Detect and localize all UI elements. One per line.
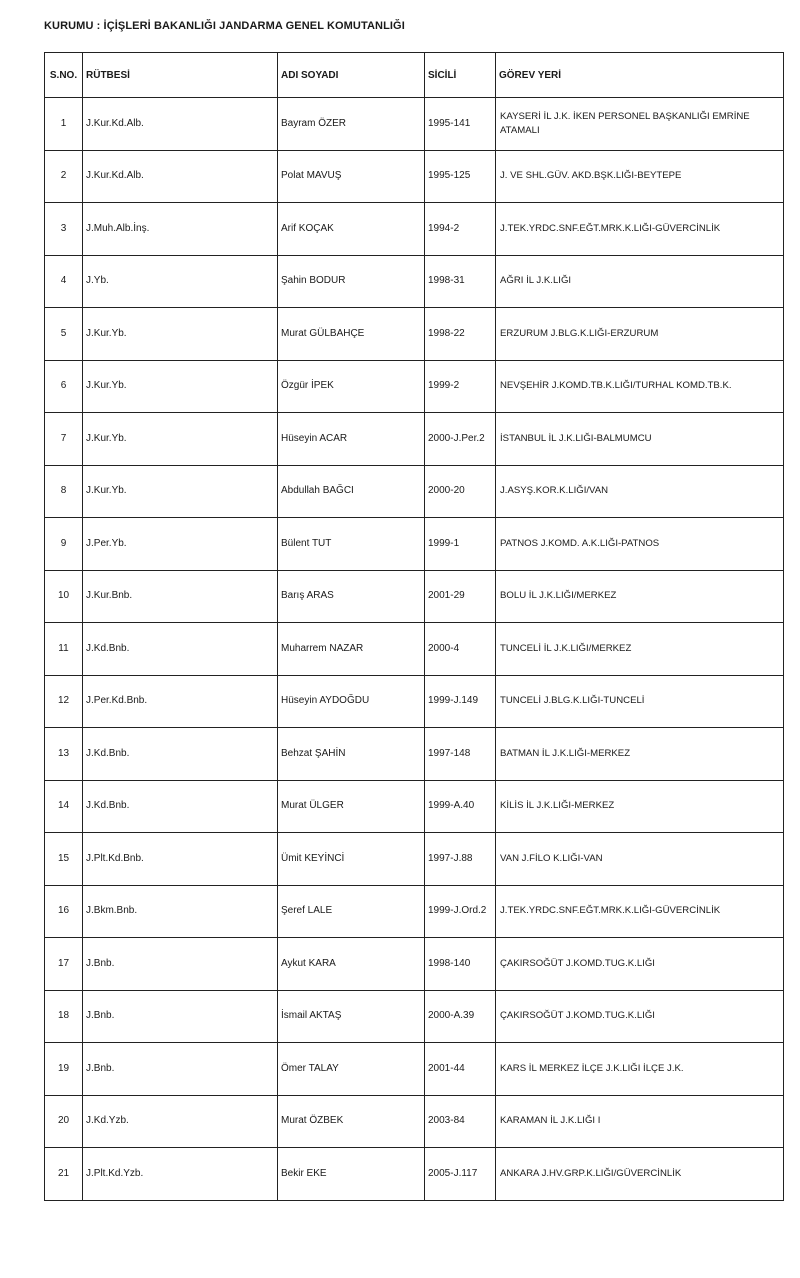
- table-row: [45, 623, 784, 676]
- row-duty: BOLU İL J.K.LIĞI/MERKEZ: [496, 570, 784, 623]
- table-row: [45, 833, 784, 886]
- row-sno: 7: [45, 413, 83, 466]
- table-row: [45, 570, 784, 623]
- row-rank: J.Per.Kd.Bnb.: [83, 675, 278, 728]
- table-row: [45, 938, 784, 991]
- row-rank: J.Bnb.: [83, 938, 278, 991]
- row-registry: 1999-J.149: [425, 675, 496, 728]
- row-registry: 2005-J.117: [425, 1148, 496, 1201]
- row-rank: J.Kur.Bnb.: [83, 570, 278, 623]
- row-sno: 9: [45, 518, 83, 571]
- row-sno: 18: [45, 990, 83, 1043]
- row-rank: J.Muh.Alb.İnş.: [83, 203, 278, 256]
- table-row: [45, 360, 784, 413]
- row-sno: 20: [45, 1095, 83, 1148]
- row-rank: J.Bkm.Bnb.: [83, 885, 278, 938]
- row-sno: 3: [45, 203, 83, 256]
- row-registry: 2003-84: [425, 1095, 496, 1148]
- row-rank: J.Kur.Kd.Alb.: [83, 98, 278, 151]
- row-registry: 1999-2: [425, 360, 496, 413]
- row-sno: 16: [45, 885, 83, 938]
- row-rank: J.Kur.Yb.: [83, 413, 278, 466]
- table-row: [45, 675, 784, 728]
- row-rank: J.Yb.: [83, 255, 278, 308]
- row-duty: J. VE SHL.GÜV. AKD.BŞK.LIĞI-BEYTEPE: [496, 150, 784, 203]
- table-row: [45, 990, 784, 1043]
- row-duty: ÇAKIRSOĞÜT J.KOMD.TUG.K.LIĞI: [496, 990, 784, 1043]
- row-name: Özgür İPEK: [278, 360, 425, 413]
- row-duty: KARS İL MERKEZ İLÇE J.K.LIĞI İLÇE J.K.: [496, 1043, 784, 1096]
- personnel-table: [44, 52, 784, 1201]
- row-name: Murat ÖZBEK: [278, 1095, 425, 1148]
- row-rank: J.Kur.Yb.: [83, 308, 278, 361]
- row-rank: J.Plt.Kd.Yzb.: [83, 1148, 278, 1201]
- row-registry: 2001-29: [425, 570, 496, 623]
- table-row: [45, 1148, 784, 1201]
- row-name: Bülent TUT: [278, 518, 425, 571]
- row-name: Murat ÜLGER: [278, 780, 425, 833]
- row-sno: 4: [45, 255, 83, 308]
- document-title: KURUMU : İÇİŞLERİ BAKANLIĞI JANDARMA GENEL KOMUTANLIĞI: [44, 20, 405, 32]
- row-name: Abdullah BAĞCI: [278, 465, 425, 518]
- row-sno: 6: [45, 360, 83, 413]
- row-duty: TUNCELİ İL J.K.LIĞI/MERKEZ: [496, 623, 784, 676]
- row-sno: 15: [45, 833, 83, 886]
- table-row: [45, 203, 784, 256]
- row-duty: ANKARA J.HV.GRP.K.LIĞI/GÜVERCİNLİK: [496, 1148, 784, 1201]
- row-registry: 2001-44: [425, 1043, 496, 1096]
- row-registry: 1997-148: [425, 728, 496, 781]
- row-sno: 1: [45, 98, 83, 151]
- row-registry: 1998-31: [425, 255, 496, 308]
- table-row: [45, 1043, 784, 1096]
- row-rank: J.Bnb.: [83, 990, 278, 1043]
- row-registry: 1998-22: [425, 308, 496, 361]
- row-name: Bekir EKE: [278, 1148, 425, 1201]
- row-sno: 17: [45, 938, 83, 991]
- row-name: Behzat ŞAHİN: [278, 728, 425, 781]
- row-registry: 1999-1: [425, 518, 496, 571]
- table-row: [45, 728, 784, 781]
- row-name: Bayram ÖZER: [278, 98, 425, 151]
- row-sno: 21: [45, 1148, 83, 1201]
- row-sno: 13: [45, 728, 83, 781]
- row-duty: PATNOS J.KOMD. A.K.LIĞI-PATNOS: [496, 518, 784, 571]
- row-registry: 2000-20: [425, 465, 496, 518]
- row-duty: BATMAN İL J.K.LIĞI-MERKEZ: [496, 728, 784, 781]
- row-name: Ümit KEYİNCİ: [278, 833, 425, 886]
- row-name: Hüseyin AYDOĞDU: [278, 675, 425, 728]
- row-rank: J.Plt.Kd.Bnb.: [83, 833, 278, 886]
- table-row: [45, 465, 784, 518]
- row-rank: J.Kd.Bnb.: [83, 623, 278, 676]
- row-name: Ömer TALAY: [278, 1043, 425, 1096]
- row-sno: 2: [45, 150, 83, 203]
- row-duty: TUNCELİ J.BLG.K.LIĞI-TUNCELİ: [496, 675, 784, 728]
- row-registry: 1998-140: [425, 938, 496, 991]
- table-row: [45, 518, 784, 571]
- table-row: [45, 255, 784, 308]
- row-duty: ÇAKIRSOĞÜT J.KOMD.TUG.K.LIĞI: [496, 938, 784, 991]
- row-registry: 1994-2: [425, 203, 496, 256]
- row-registry: 2000-A.39: [425, 990, 496, 1043]
- table-row: [45, 150, 784, 203]
- table-row: [45, 308, 784, 361]
- row-duty: İSTANBUL İL J.K.LIĞI-BALMUMCU: [496, 413, 784, 466]
- row-duty: J.TEK.YRDC.SNF.EĞT.MRK.K.LIĞI-GÜVERCİNLİK: [496, 885, 784, 938]
- table-body: [45, 98, 784, 1201]
- table-row: [45, 413, 784, 466]
- table-row: [45, 885, 784, 938]
- row-sno: 8: [45, 465, 83, 518]
- row-rank: J.Kd.Bnb.: [83, 780, 278, 833]
- row-name: İsmail AKTAŞ: [278, 990, 425, 1043]
- row-rank: J.Kd.Yzb.: [83, 1095, 278, 1148]
- header-sno: S.NO.: [45, 53, 83, 98]
- row-registry: 2000-4: [425, 623, 496, 676]
- row-duty: AĞRI İL J.K.LIĞI: [496, 255, 784, 308]
- row-sno: 11: [45, 623, 83, 676]
- row-rank: J.Kur.Kd.Alb.: [83, 150, 278, 203]
- row-sno: 10: [45, 570, 83, 623]
- row-registry: 1999-J.Ord.2: [425, 885, 496, 938]
- row-sno: 12: [45, 675, 83, 728]
- row-sno: 5: [45, 308, 83, 361]
- row-sno: 14: [45, 780, 83, 833]
- table-row: [45, 1095, 784, 1148]
- row-rank: J.Kd.Bnb.: [83, 728, 278, 781]
- row-name: Aykut KARA: [278, 938, 425, 991]
- row-sno: 19: [45, 1043, 83, 1096]
- row-rank: J.Bnb.: [83, 1043, 278, 1096]
- row-name: Hüseyin ACAR: [278, 413, 425, 466]
- header-duty: GÖREV YERİ: [496, 53, 784, 98]
- row-duty: KİLİS İL J.K.LIĞI-MERKEZ: [496, 780, 784, 833]
- row-registry: 2000-J.Per.2: [425, 413, 496, 466]
- row-duty: J.TEK.YRDC.SNF.EĞT.MRK.K.LIĞI-GÜVERCİNLİK: [496, 203, 784, 256]
- row-duty: KAYSERİ İL J.K. İKEN PERSONEL BAŞKANLIĞI EMRİNE ATAMALI: [496, 98, 784, 151]
- header-registry: SİCİLİ: [425, 53, 496, 98]
- table-header-row: [45, 53, 784, 98]
- header-rank: RÜTBESİ: [83, 53, 278, 98]
- header-name: ADI SOYADI: [278, 53, 425, 98]
- row-duty: J.ASYŞ.KOR.K.LIĞI/VAN: [496, 465, 784, 518]
- row-duty: VAN J.FİLO K.LIĞI-VAN: [496, 833, 784, 886]
- row-duty: NEVŞEHİR J.KOMD.TB.K.LIĞI/TURHAL KOMD.TB.K.: [496, 360, 784, 413]
- row-rank: J.Kur.Yb.: [83, 465, 278, 518]
- row-registry: 1999-A.40: [425, 780, 496, 833]
- row-duty: ERZURUM J.BLG.K.LIĞI-ERZURUM: [496, 308, 784, 361]
- row-name: Barış ARAS: [278, 570, 425, 623]
- table-row: [45, 780, 784, 833]
- row-duty: KARAMAN İL J.K.LIĞI I: [496, 1095, 784, 1148]
- row-registry: 1997-J.88: [425, 833, 496, 886]
- row-name: Şeref LALE: [278, 885, 425, 938]
- row-rank: J.Per.Yb.: [83, 518, 278, 571]
- row-registry: 1995-125: [425, 150, 496, 203]
- table-row: [45, 98, 784, 151]
- row-rank: J.Kur.Yb.: [83, 360, 278, 413]
- row-registry: 1995-141: [425, 98, 496, 151]
- row-name: Şahin BODUR: [278, 255, 425, 308]
- row-name: Polat MAVUŞ: [278, 150, 425, 203]
- row-name: Arif KOÇAK: [278, 203, 425, 256]
- row-name: Murat GÜLBAHÇE: [278, 308, 425, 361]
- row-name: Muharrem NAZAR: [278, 623, 425, 676]
